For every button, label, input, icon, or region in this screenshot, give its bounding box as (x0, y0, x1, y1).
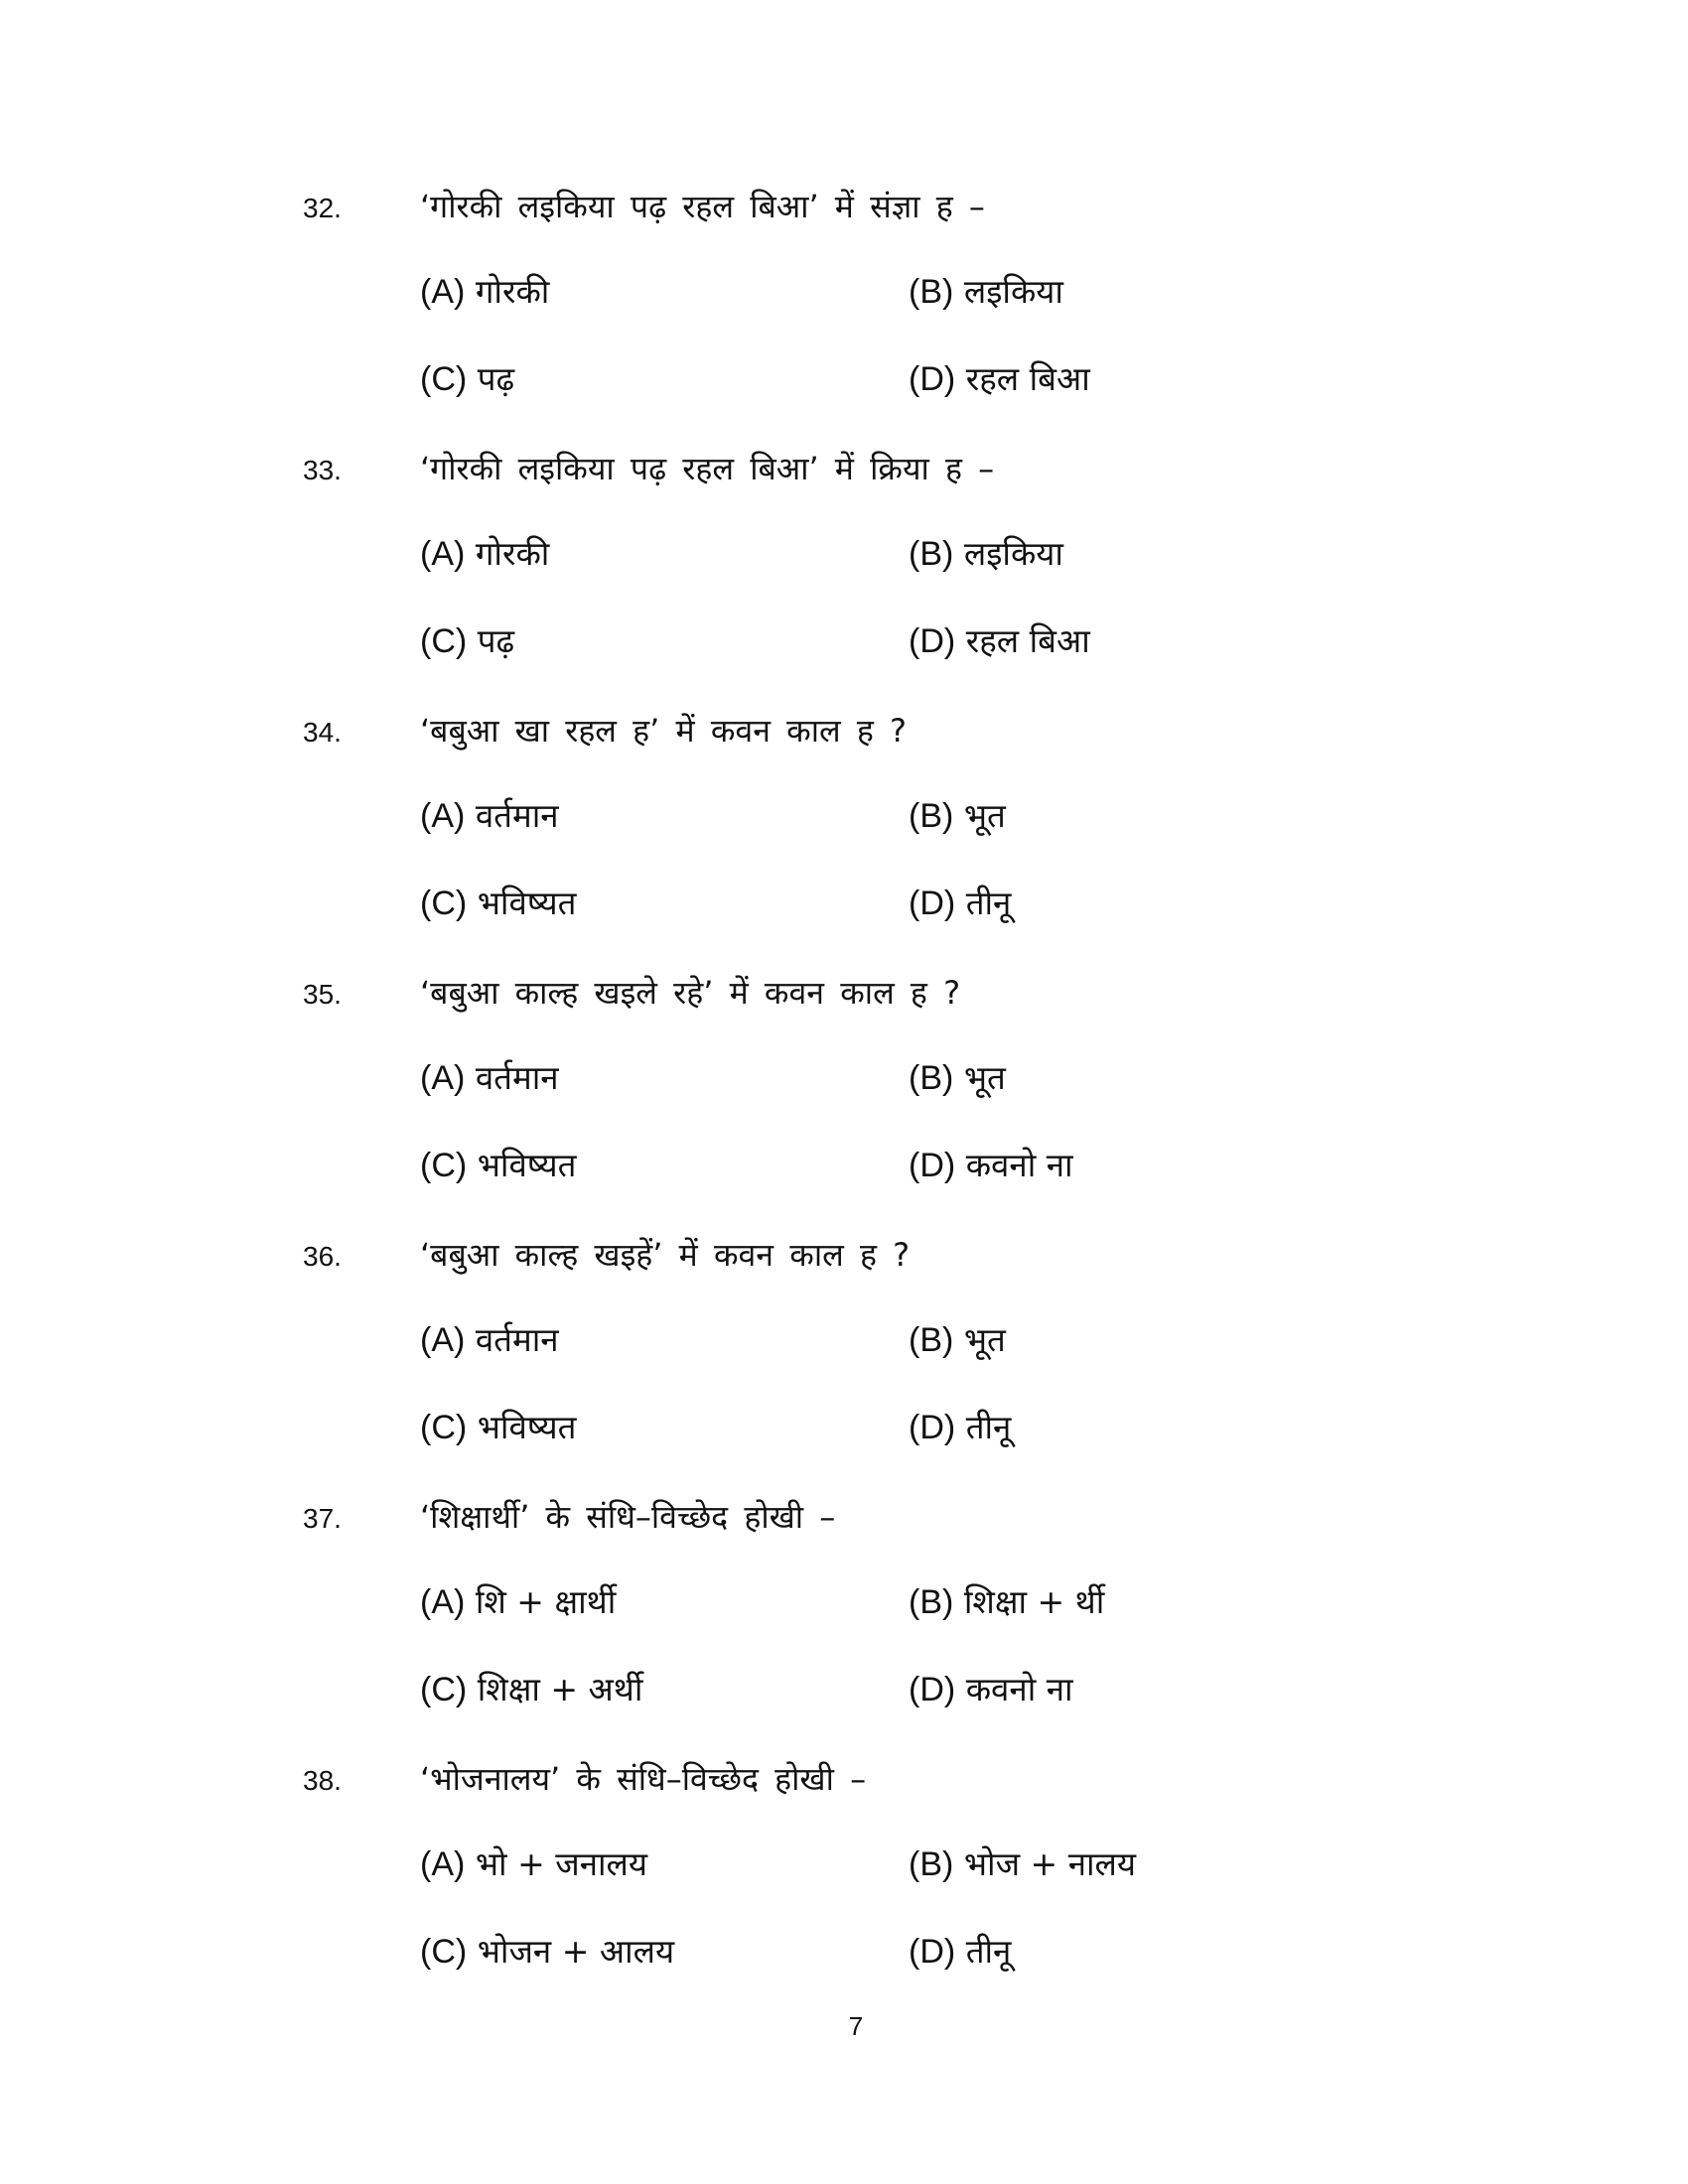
option-label: (D) (909, 885, 956, 922)
question-item (303, 1229, 1445, 1491)
question-item (303, 181, 1445, 443)
question-text: ‘भोजनालय’ के संधि–विच्छेद होखी – (420, 1760, 867, 1798)
question-item (303, 1753, 1445, 2015)
option-b (909, 1841, 1136, 1885)
option-d (909, 1142, 1073, 1186)
option-b (909, 1578, 1104, 1623)
option-b (909, 1054, 1006, 1099)
option-label: (A) (420, 1321, 466, 1359)
question-text: ‘गोरकी लइकिया पढ़ रहल बिआ’ में संज्ञा ह – (420, 188, 985, 225)
question-line (303, 967, 1445, 1023)
question-number: 34. (303, 717, 342, 748)
option-text: पढ़ (477, 359, 515, 398)
question-line (303, 705, 1445, 760)
option-text: तीनू (965, 1932, 1012, 1971)
option-c (420, 880, 576, 924)
option-label: (D) (909, 622, 956, 660)
option-label: (B) (909, 535, 954, 573)
option-label: (C) (420, 1671, 468, 1708)
option-text: तीनू (965, 1408, 1012, 1446)
option-text: लइकिया (963, 272, 1063, 311)
option-text: लइकिया (963, 534, 1063, 573)
question-item (303, 967, 1445, 1229)
option-text: वर्तमान (475, 1320, 559, 1359)
option-text: भविष्यत (477, 1408, 577, 1446)
question-list (303, 181, 1445, 2015)
option-label: (D) (909, 1147, 956, 1184)
option-label: (C) (420, 622, 468, 660)
question-text: ‘बबुआ काल्ह खइले रहे’ में कवन काल ह ? (420, 974, 961, 1012)
question-number: 32. (303, 193, 342, 223)
question-line (303, 1753, 1445, 1809)
option-a (420, 1054, 559, 1099)
option-text: कवनो ना (965, 1146, 1073, 1184)
question-text: ‘गोरकी लइकिया पढ़ रहल बिआ’ में क्रिया ह – (420, 450, 995, 487)
option-c (420, 617, 514, 662)
option-a (420, 1841, 647, 1885)
option-text: शिक्षा + र्थी (963, 1582, 1105, 1621)
option-text: भविष्यत (477, 1146, 577, 1184)
option-label: (C) (420, 1933, 468, 1971)
option-text: भूत (963, 796, 1006, 835)
option-text: तीनू (965, 884, 1012, 922)
option-label: (D) (909, 1671, 956, 1708)
option-b (909, 792, 1006, 837)
option-text: कवनो ना (965, 1670, 1073, 1708)
option-a (420, 530, 549, 575)
option-a (420, 1316, 559, 1361)
option-c (420, 355, 514, 400)
option-text: भूत (963, 1058, 1006, 1097)
option-text: वर्तमान (475, 796, 559, 835)
option-text: शि + क्षार्थी (475, 1582, 617, 1621)
option-text: पढ़ (477, 621, 515, 660)
question-number: 33. (303, 455, 342, 485)
option-d (909, 355, 1090, 400)
option-label: (D) (909, 1409, 956, 1446)
option-a (420, 1578, 616, 1623)
option-label: (C) (420, 885, 468, 922)
option-text: भविष्यत (477, 884, 577, 922)
option-text: वर्तमान (475, 1058, 559, 1097)
option-label: (A) (420, 1583, 466, 1621)
question-text: ‘बबुआ खा रहल ह’ में कवन काल ह ? (420, 712, 907, 750)
option-text: रहल बिआ (965, 621, 1090, 660)
option-text: भोज + नालय (963, 1844, 1137, 1883)
question-line (303, 443, 1445, 498)
option-d (909, 617, 1090, 662)
option-c (420, 1666, 642, 1710)
option-text: भोजन + आलय (477, 1932, 675, 1971)
option-b (909, 268, 1063, 313)
question-number: 35. (303, 979, 342, 1010)
question-text: ‘शिक्षार्थी’ के संधि–विच्छेद होखी – (420, 1498, 836, 1536)
option-text: रहल बिआ (965, 359, 1090, 398)
option-label: (A) (420, 1845, 466, 1883)
option-label: (D) (909, 1933, 956, 1971)
option-label: (B) (909, 1059, 954, 1097)
option-text: गोरकी (475, 534, 550, 573)
question-line (303, 1229, 1445, 1285)
option-text: भो + जनालय (475, 1844, 648, 1883)
question-number: 38. (303, 1765, 342, 1796)
option-d (909, 880, 1011, 924)
option-label: (B) (909, 1845, 954, 1883)
question-item (303, 443, 1445, 705)
question-number: 36. (303, 1241, 342, 1272)
option-d (909, 1404, 1011, 1448)
option-label: (B) (909, 273, 954, 311)
option-label: (B) (909, 1583, 954, 1621)
question-item (303, 1491, 1445, 1753)
option-a (420, 792, 559, 837)
option-label: (C) (420, 1409, 468, 1446)
question-number: 37. (303, 1503, 342, 1534)
option-a (420, 268, 549, 313)
page-number: 7 (848, 2011, 864, 2041)
option-text: गोरकी (475, 272, 550, 311)
option-c (420, 1928, 674, 1973)
option-label: (A) (420, 273, 466, 311)
option-text: भूत (963, 1320, 1006, 1359)
option-label: (A) (420, 1059, 466, 1097)
option-label: (B) (909, 1321, 954, 1359)
option-b (909, 530, 1063, 575)
question-text: ‘बबुआ काल्ह खइहें’ में कवन काल ह ? (420, 1236, 911, 1274)
option-label: (B) (909, 797, 954, 835)
option-c (420, 1404, 576, 1448)
option-c (420, 1142, 576, 1186)
option-b (909, 1316, 1006, 1361)
option-label: (A) (420, 797, 466, 835)
option-label: (A) (420, 535, 466, 573)
question-item (303, 705, 1445, 967)
question-line (303, 181, 1445, 236)
option-label: (C) (420, 360, 468, 398)
question-line (303, 1491, 1445, 1547)
option-d (909, 1928, 1011, 1973)
option-d (909, 1666, 1073, 1710)
option-label: (D) (909, 360, 956, 398)
option-text: शिक्षा + अर्थी (477, 1670, 643, 1708)
option-label: (C) (420, 1147, 468, 1184)
